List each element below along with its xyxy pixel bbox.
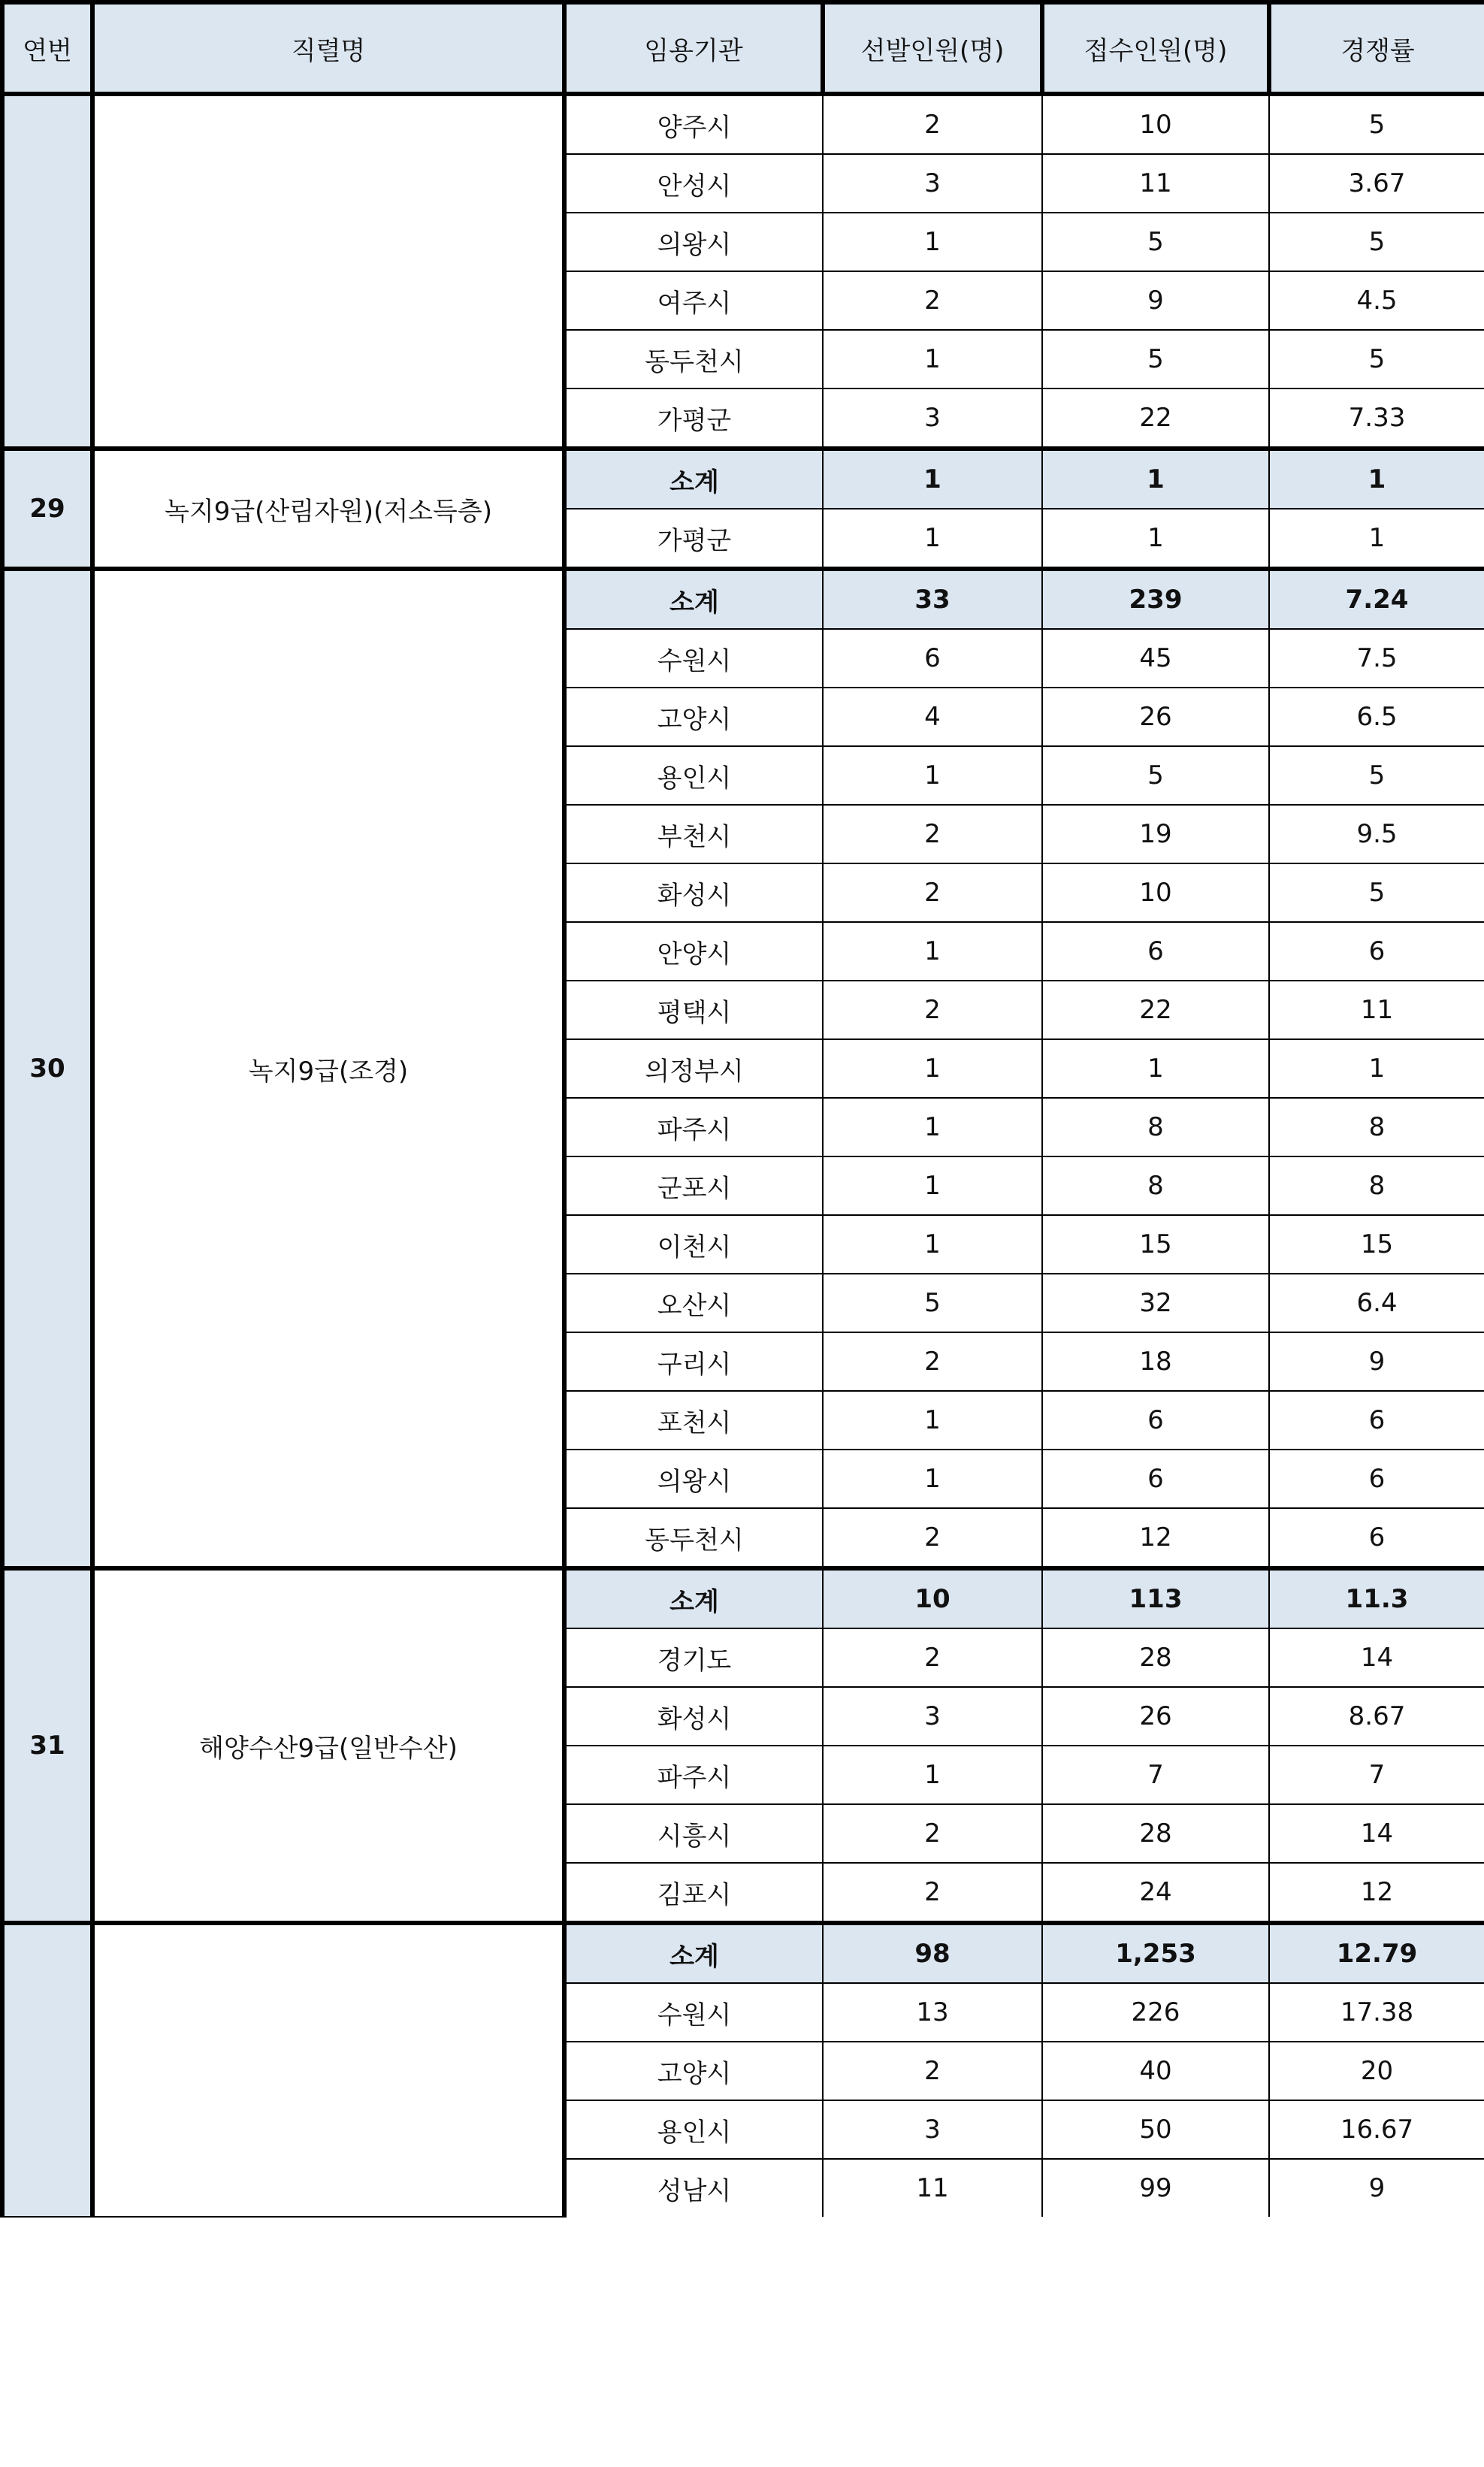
cell-selected: 2 [823, 1863, 1042, 1923]
cell-ratio: 14 [1269, 1628, 1484, 1687]
cell-ratio: 6.5 [1269, 688, 1484, 746]
cell-applied: 24 [1042, 1863, 1269, 1923]
table-row [2, 1923, 1484, 1983]
cell-ratio: 16.67 [1269, 2100, 1484, 2159]
cell-agency: 가평군 [564, 509, 823, 569]
cell-selected: 2 [823, 94, 1042, 154]
cell-agency: 안성시 [564, 154, 823, 213]
cell-ratio: 5 [1269, 330, 1484, 388]
cell-selected: 1 [823, 1039, 1042, 1098]
cell-ratio: 11 [1269, 981, 1484, 1039]
cell-applied: 99 [1042, 2159, 1269, 2217]
cell-agency: 의왕시 [564, 1450, 823, 1508]
cell-agency: 용인시 [564, 2100, 823, 2159]
cell-applied: 50 [1042, 2100, 1269, 2159]
cell-applied: 28 [1042, 1628, 1269, 1687]
cell-applied: 7 [1042, 1746, 1269, 1804]
group-number [2, 1923, 92, 2217]
cell-agency: 고양시 [564, 688, 823, 746]
cell-selected: 1 [823, 1450, 1042, 1508]
cell-ratio: 7.33 [1269, 388, 1484, 449]
cell-selected: 1 [823, 1391, 1042, 1450]
cell-selected: 1 [823, 1156, 1042, 1215]
cell-selected: 98 [823, 1923, 1042, 1983]
cell-applied: 11 [1042, 154, 1269, 213]
cell-applied: 6 [1042, 1391, 1269, 1450]
cell-applied: 226 [1042, 1983, 1269, 2042]
cell-agency: 파주시 [564, 1098, 823, 1156]
cell-applied: 5 [1042, 330, 1269, 388]
table-row [2, 569, 1484, 629]
cell-agency: 구리시 [564, 1332, 823, 1391]
group-number: 31 [2, 1568, 92, 1923]
cell-applied: 9 [1042, 271, 1269, 330]
header-title: 직렬명 [92, 2, 564, 94]
cell-agency: 안양시 [564, 922, 823, 981]
cell-ratio: 5 [1269, 746, 1484, 805]
cell-applied: 6 [1042, 1450, 1269, 1508]
cell-applied: 10 [1042, 94, 1269, 154]
header-ratio: 경쟁률 [1269, 2, 1484, 94]
cell-selected: 2 [823, 1508, 1042, 1568]
cell-applied: 18 [1042, 1332, 1269, 1391]
cell-applied: 26 [1042, 1687, 1269, 1746]
cell-ratio: 1 [1269, 509, 1484, 569]
cell-selected: 2 [823, 981, 1042, 1039]
cell-selected: 2 [823, 1628, 1042, 1687]
cell-selected: 2 [823, 271, 1042, 330]
cell-agency: 소계 [564, 1923, 823, 1983]
cell-agency: 수원시 [564, 629, 823, 688]
cell-ratio: 4.5 [1269, 271, 1484, 330]
cell-ratio: 8 [1269, 1098, 1484, 1156]
cell-agency: 소계 [564, 1568, 823, 1628]
cell-applied: 26 [1042, 688, 1269, 746]
cell-agency: 양주시 [564, 94, 823, 154]
cell-selected: 33 [823, 569, 1042, 629]
cell-selected: 4 [823, 688, 1042, 746]
cell-selected: 2 [823, 805, 1042, 863]
cell-selected: 6 [823, 629, 1042, 688]
cell-ratio: 3.67 [1269, 154, 1484, 213]
cell-applied: 8 [1042, 1156, 1269, 1215]
cell-applied: 6 [1042, 922, 1269, 981]
cell-applied: 15 [1042, 1215, 1269, 1274]
cell-agency: 가평군 [564, 388, 823, 449]
cell-selected: 1 [823, 1098, 1042, 1156]
group-title [92, 94, 564, 449]
cell-agency: 소계 [564, 449, 823, 509]
header-applied: 접수인원(명) [1042, 2, 1269, 94]
cell-applied: 22 [1042, 388, 1269, 449]
cell-applied: 28 [1042, 1804, 1269, 1863]
cell-applied: 1,253 [1042, 1923, 1269, 1983]
cell-agency: 성남시 [564, 2159, 823, 2217]
cell-selected: 3 [823, 154, 1042, 213]
header-selected: 선발인원(명) [823, 2, 1042, 94]
cell-agency: 소계 [564, 569, 823, 629]
cell-agency: 이천시 [564, 1215, 823, 1274]
group-title [92, 1923, 564, 2217]
cell-selected: 1 [823, 509, 1042, 569]
header-row [2, 2, 1484, 94]
cell-ratio: 9.5 [1269, 805, 1484, 863]
cell-selected: 13 [823, 1983, 1042, 2042]
group-number: 30 [2, 569, 92, 1568]
cell-applied: 10 [1042, 863, 1269, 922]
cell-applied: 1 [1042, 449, 1269, 509]
cell-selected: 3 [823, 2100, 1042, 2159]
cell-agency: 동두천시 [564, 330, 823, 388]
group-number: 29 [2, 449, 92, 569]
cell-agency: 부천시 [564, 805, 823, 863]
cell-applied: 45 [1042, 629, 1269, 688]
cell-ratio: 14 [1269, 1804, 1484, 1863]
cell-ratio: 6 [1269, 1508, 1484, 1568]
cell-applied: 113 [1042, 1568, 1269, 1628]
cell-selected: 3 [823, 1687, 1042, 1746]
cell-agency: 김포시 [564, 1863, 823, 1923]
cell-selected: 2 [823, 1804, 1042, 1863]
cell-selected: 10 [823, 1568, 1042, 1628]
cell-agency: 군포시 [564, 1156, 823, 1215]
cell-agency: 포천시 [564, 1391, 823, 1450]
cell-applied: 19 [1042, 805, 1269, 863]
cell-ratio: 6 [1269, 1450, 1484, 1508]
cell-ratio: 8.67 [1269, 1687, 1484, 1746]
cell-selected: 2 [823, 2042, 1042, 2100]
cell-ratio: 5 [1269, 213, 1484, 271]
cell-agency: 여주시 [564, 271, 823, 330]
table-row [2, 449, 1484, 509]
group-number [2, 94, 92, 449]
cell-applied: 40 [1042, 2042, 1269, 2100]
cell-agency: 화성시 [564, 1687, 823, 1746]
header-agency: 임용기관 [564, 2, 823, 94]
cell-ratio: 6 [1269, 1391, 1484, 1450]
cell-agency: 수원시 [564, 1983, 823, 2042]
cell-selected: 1 [823, 330, 1042, 388]
cell-ratio: 20 [1269, 2042, 1484, 2100]
header-num: 연번 [2, 2, 92, 94]
cell-selected: 1 [823, 922, 1042, 981]
cell-selected: 1 [823, 213, 1042, 271]
group-title: 녹지9급(조경) [92, 569, 564, 1568]
table-body [2, 94, 1484, 2217]
cell-ratio: 7.5 [1269, 629, 1484, 688]
cell-applied: 12 [1042, 1508, 1269, 1568]
cell-ratio: 11.3 [1269, 1568, 1484, 1628]
cell-ratio: 7 [1269, 1746, 1484, 1804]
cell-ratio: 1 [1269, 1039, 1484, 1098]
cell-agency: 동두천시 [564, 1508, 823, 1568]
cell-ratio: 5 [1269, 94, 1484, 154]
cell-agency: 경기도 [564, 1628, 823, 1687]
cell-applied: 22 [1042, 981, 1269, 1039]
cell-agency: 용인시 [564, 746, 823, 805]
cell-applied: 1 [1042, 509, 1269, 569]
cell-selected: 1 [823, 746, 1042, 805]
cell-ratio: 7.24 [1269, 569, 1484, 629]
table-row [2, 94, 1484, 154]
cell-selected: 11 [823, 2159, 1042, 2217]
cell-ratio: 17.38 [1269, 1983, 1484, 2042]
cell-applied: 32 [1042, 1274, 1269, 1332]
cell-ratio: 6.4 [1269, 1274, 1484, 1332]
cell-applied: 239 [1042, 569, 1269, 629]
cell-ratio: 15 [1269, 1215, 1484, 1274]
cell-applied: 8 [1042, 1098, 1269, 1156]
group-title: 녹지9급(산림자원)(저소득층) [92, 449, 564, 569]
cell-selected: 3 [823, 388, 1042, 449]
cell-applied: 5 [1042, 746, 1269, 805]
cell-selected: 1 [823, 1746, 1042, 1804]
cell-agency: 파주시 [564, 1746, 823, 1804]
group-title: 해양수산9급(일반수산) [92, 1568, 564, 1923]
cell-ratio: 8 [1269, 1156, 1484, 1215]
cell-selected: 5 [823, 1274, 1042, 1332]
cell-agency: 의왕시 [564, 213, 823, 271]
cell-ratio: 12 [1269, 1863, 1484, 1923]
cell-ratio: 12.79 [1269, 1923, 1484, 1983]
cell-agency: 오산시 [564, 1274, 823, 1332]
cell-applied: 5 [1042, 213, 1269, 271]
cell-agency: 평택시 [564, 981, 823, 1039]
cell-agency: 의정부시 [564, 1039, 823, 1098]
cell-applied: 1 [1042, 1039, 1269, 1098]
cell-ratio: 9 [1269, 1332, 1484, 1391]
cell-ratio: 6 [1269, 922, 1484, 981]
cell-ratio: 9 [1269, 2159, 1484, 2217]
cell-selected: 2 [823, 863, 1042, 922]
cell-agency: 시흥시 [564, 1804, 823, 1863]
cell-agency: 화성시 [564, 863, 823, 922]
cell-ratio: 1 [1269, 449, 1484, 509]
cell-selected: 2 [823, 1332, 1042, 1391]
cell-ratio: 5 [1269, 863, 1484, 922]
cell-agency: 고양시 [564, 2042, 823, 2100]
cell-selected: 1 [823, 449, 1042, 509]
cell-selected: 1 [823, 1215, 1042, 1274]
table-row [2, 1568, 1484, 1628]
